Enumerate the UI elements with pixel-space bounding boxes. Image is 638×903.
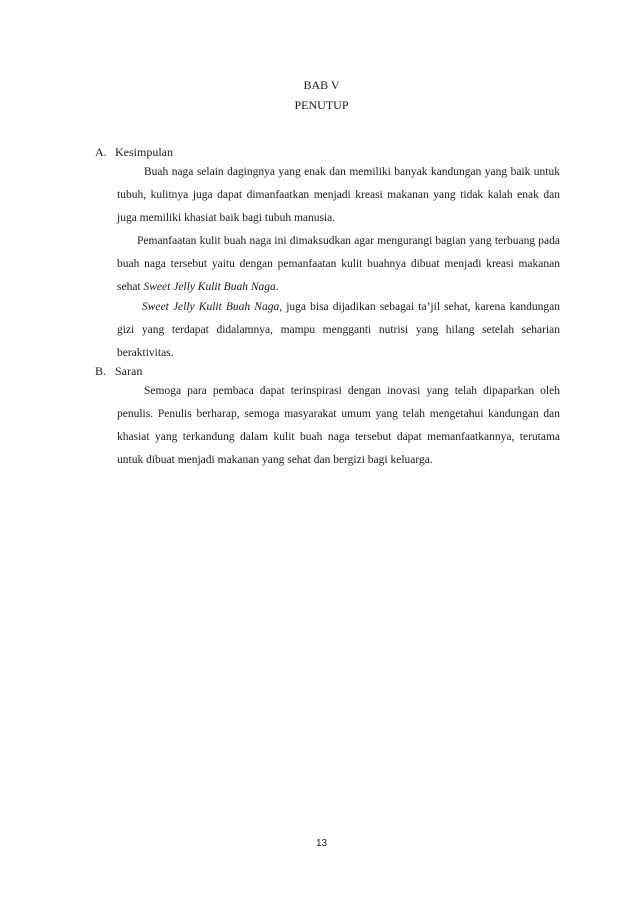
section-letter: A.: [95, 145, 107, 159]
section-letter: B.: [95, 364, 107, 378]
chapter-title: [0, 98, 638, 113]
paragraph-text: Buah naga selain dagingnya yang enak dan memiliki banyak kandungan yang baik untuk tubuh, kulitnya juga dapat dimanfaatkan menjadi kreasi makanan yang tidak kalah enak dan juga memiliki khasiat baik bagi tubuh manusia.: [117, 166, 560, 224]
paragraph-text: Semoga para pembaca dapat terinspirasi dengan inovasi yang telah dipaparkan oleh penulis. Penulis berharap, semoga masyarakat umum yang telah mengetahui kandungan dan khasiat yang terkandung dalam kulit buah naga tersebut dapat memanfaatkannya, terutama untuk dibuat menjadi makanan yang sehat dan bergizi bagi keluarga.: [117, 385, 560, 466]
paragraph-text: .: [275, 281, 279, 293]
section-heading-saran: [95, 362, 142, 380]
paragraph: [117, 380, 560, 472]
paragraph-text: Pemanfaatan kulit buah naga ini dimaksudkan agar mengurangi bagian yang terbuang pada buah naga tersebut yaitu dengan pemanfaatan kulit buahnya dibuat menjadi kreasi makanan sehat: [117, 235, 560, 293]
chapter-title-text: PENUTUP: [294, 98, 349, 112]
paragraph: [117, 230, 560, 299]
section-title: Kesimpulan: [115, 145, 173, 159]
product-name-italic: Sweet Jelly Kulit Buah Naga: [142, 301, 280, 313]
section-title: Saran: [115, 364, 143, 378]
paragraph: [117, 161, 560, 230]
paragraph-text: , juga bisa dijadikan sebagai ta’jil sehat, karena kandungan gizi yang terdapat didalamnya, mampu mengganti nutrisi yang hilang setelah seharian beraktivitas.: [117, 301, 560, 359]
chapter-number: [0, 78, 638, 93]
paragraph: [117, 296, 560, 365]
page-number-text: 13: [315, 838, 328, 849]
product-name-italic: Sweet Jelly Kulit Buah Naga: [143, 281, 276, 293]
section-heading-kesimpulan: [95, 143, 173, 161]
page-number: [0, 838, 638, 849]
chapter-number-text: BAB V: [303, 78, 340, 92]
